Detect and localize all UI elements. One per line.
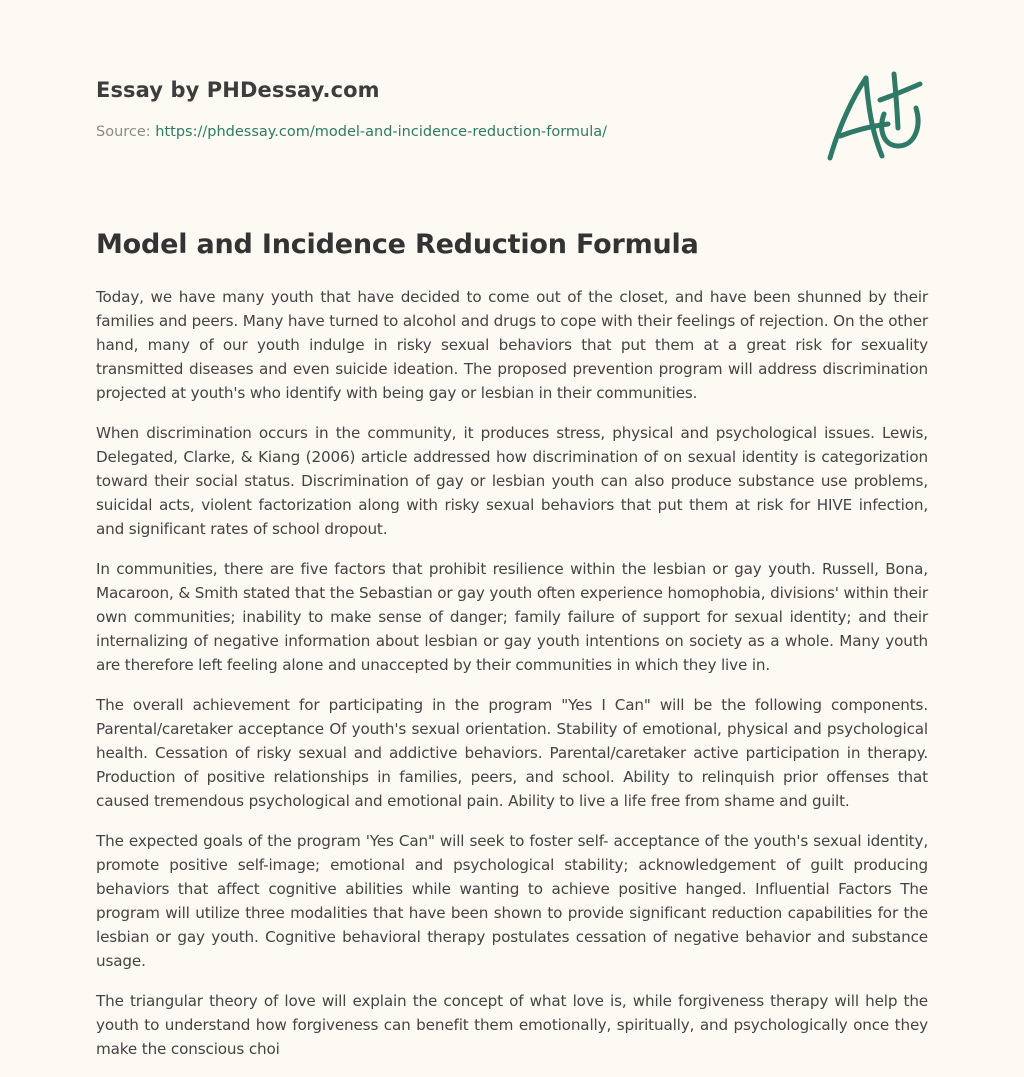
essay-paragraph: The triangular theory of love will explain the concept of what love is, while forgiveness therapy will help the youth to understand how forgiveness can benefit them emotionally, spiritually, and psychologically once they make the conscious choi [96,992,928,1058]
source-line [96,124,607,140]
essay-paragraph: The overall achievement for participating in the program "Yes I Can" will be the following components. Parental/caretaker acceptance Of youth's sexual orientation. Stability of emotional, physical and psychological health. Cessation of risky sexual and addictive behaviors. Parental/caretaker active participation in therapy. Production of positive relationships in families, peers, and school. Ability to relinquish prior offenses that caused tremendous psychological and emotional pain. Ability to live a life free from shame and guilt. [96,696,928,810]
essay-title: Model and Incidence Reduction Formula [96,229,699,260]
essay-paragraph: In communities, there are five factors that prohibit resilience within the lesbian or gay youth. Russell, Bona, Macaroon, & Smith stated that the Sebastian or gay youth often experience homophobia, divisions' within their own communities; inability to make sense of danger; family failure of support for sexual identity; and their internalizing of negative information about lesbian or gay youth intentions on society as a whole. Many youth are therefore left feeling alone and unaccepted by their communities in which they live in. [96,560,928,674]
essay-paragraph: The expected goals of the program 'Yes Can" will seek to foster self- acceptance of the youth's sexual identity, promote positive self-image; emotional and psychological stability; acknowledgement of guilt producing behaviors that affect cognitive abilities while wanting to achieve positive hanged. Influential Factors The program will utilize three modalities that have been shown to provide significant reduction capabilities for the lesbian or gay youth. Cognitive behavioral therapy postulates cessation of negative behavior and substance usage. [96,832,928,970]
a-plus-logo-icon [822,66,932,166]
essay-body [96,285,928,1077]
essay-paragraph: Today, we have many youth that have decided to come out of the closet, and have been shunned by their families and peers. Many have turned to alcohol and drugs to cope with their feelings of rejection. On the other hand, many of our youth indulge in risky sexual behaviors that put them at a great risk for sexuality transmitted diseases and even suicide ideation. The proposed prevention program will address discrimination projected at youth's who identify with being gay or lesbian in their communities. [96,288,928,402]
page-header [96,74,928,140]
site-brand: Essay by PHDessay.com [96,78,380,102]
source-link[interactable]: https://phdessay.com/model-and-incidence-reduction-formula/ [155,124,608,140]
essay-paragraph: When discrimination occurs in the community, it produces stress, physical and psychological issues. Lewis, Delegated, Clarke, & Kiang (2006) article addressed how discrimination of on sexual identity is categorization toward their social status. Discrimination of gay or lesbian youth can also produce substance use problems, suicidal acts, violent factorization along with risky sexual behaviors that put them at risk for HIVE infection, and significant rates of school dropout. [96,424,928,538]
source-label: Source: [96,124,156,140]
